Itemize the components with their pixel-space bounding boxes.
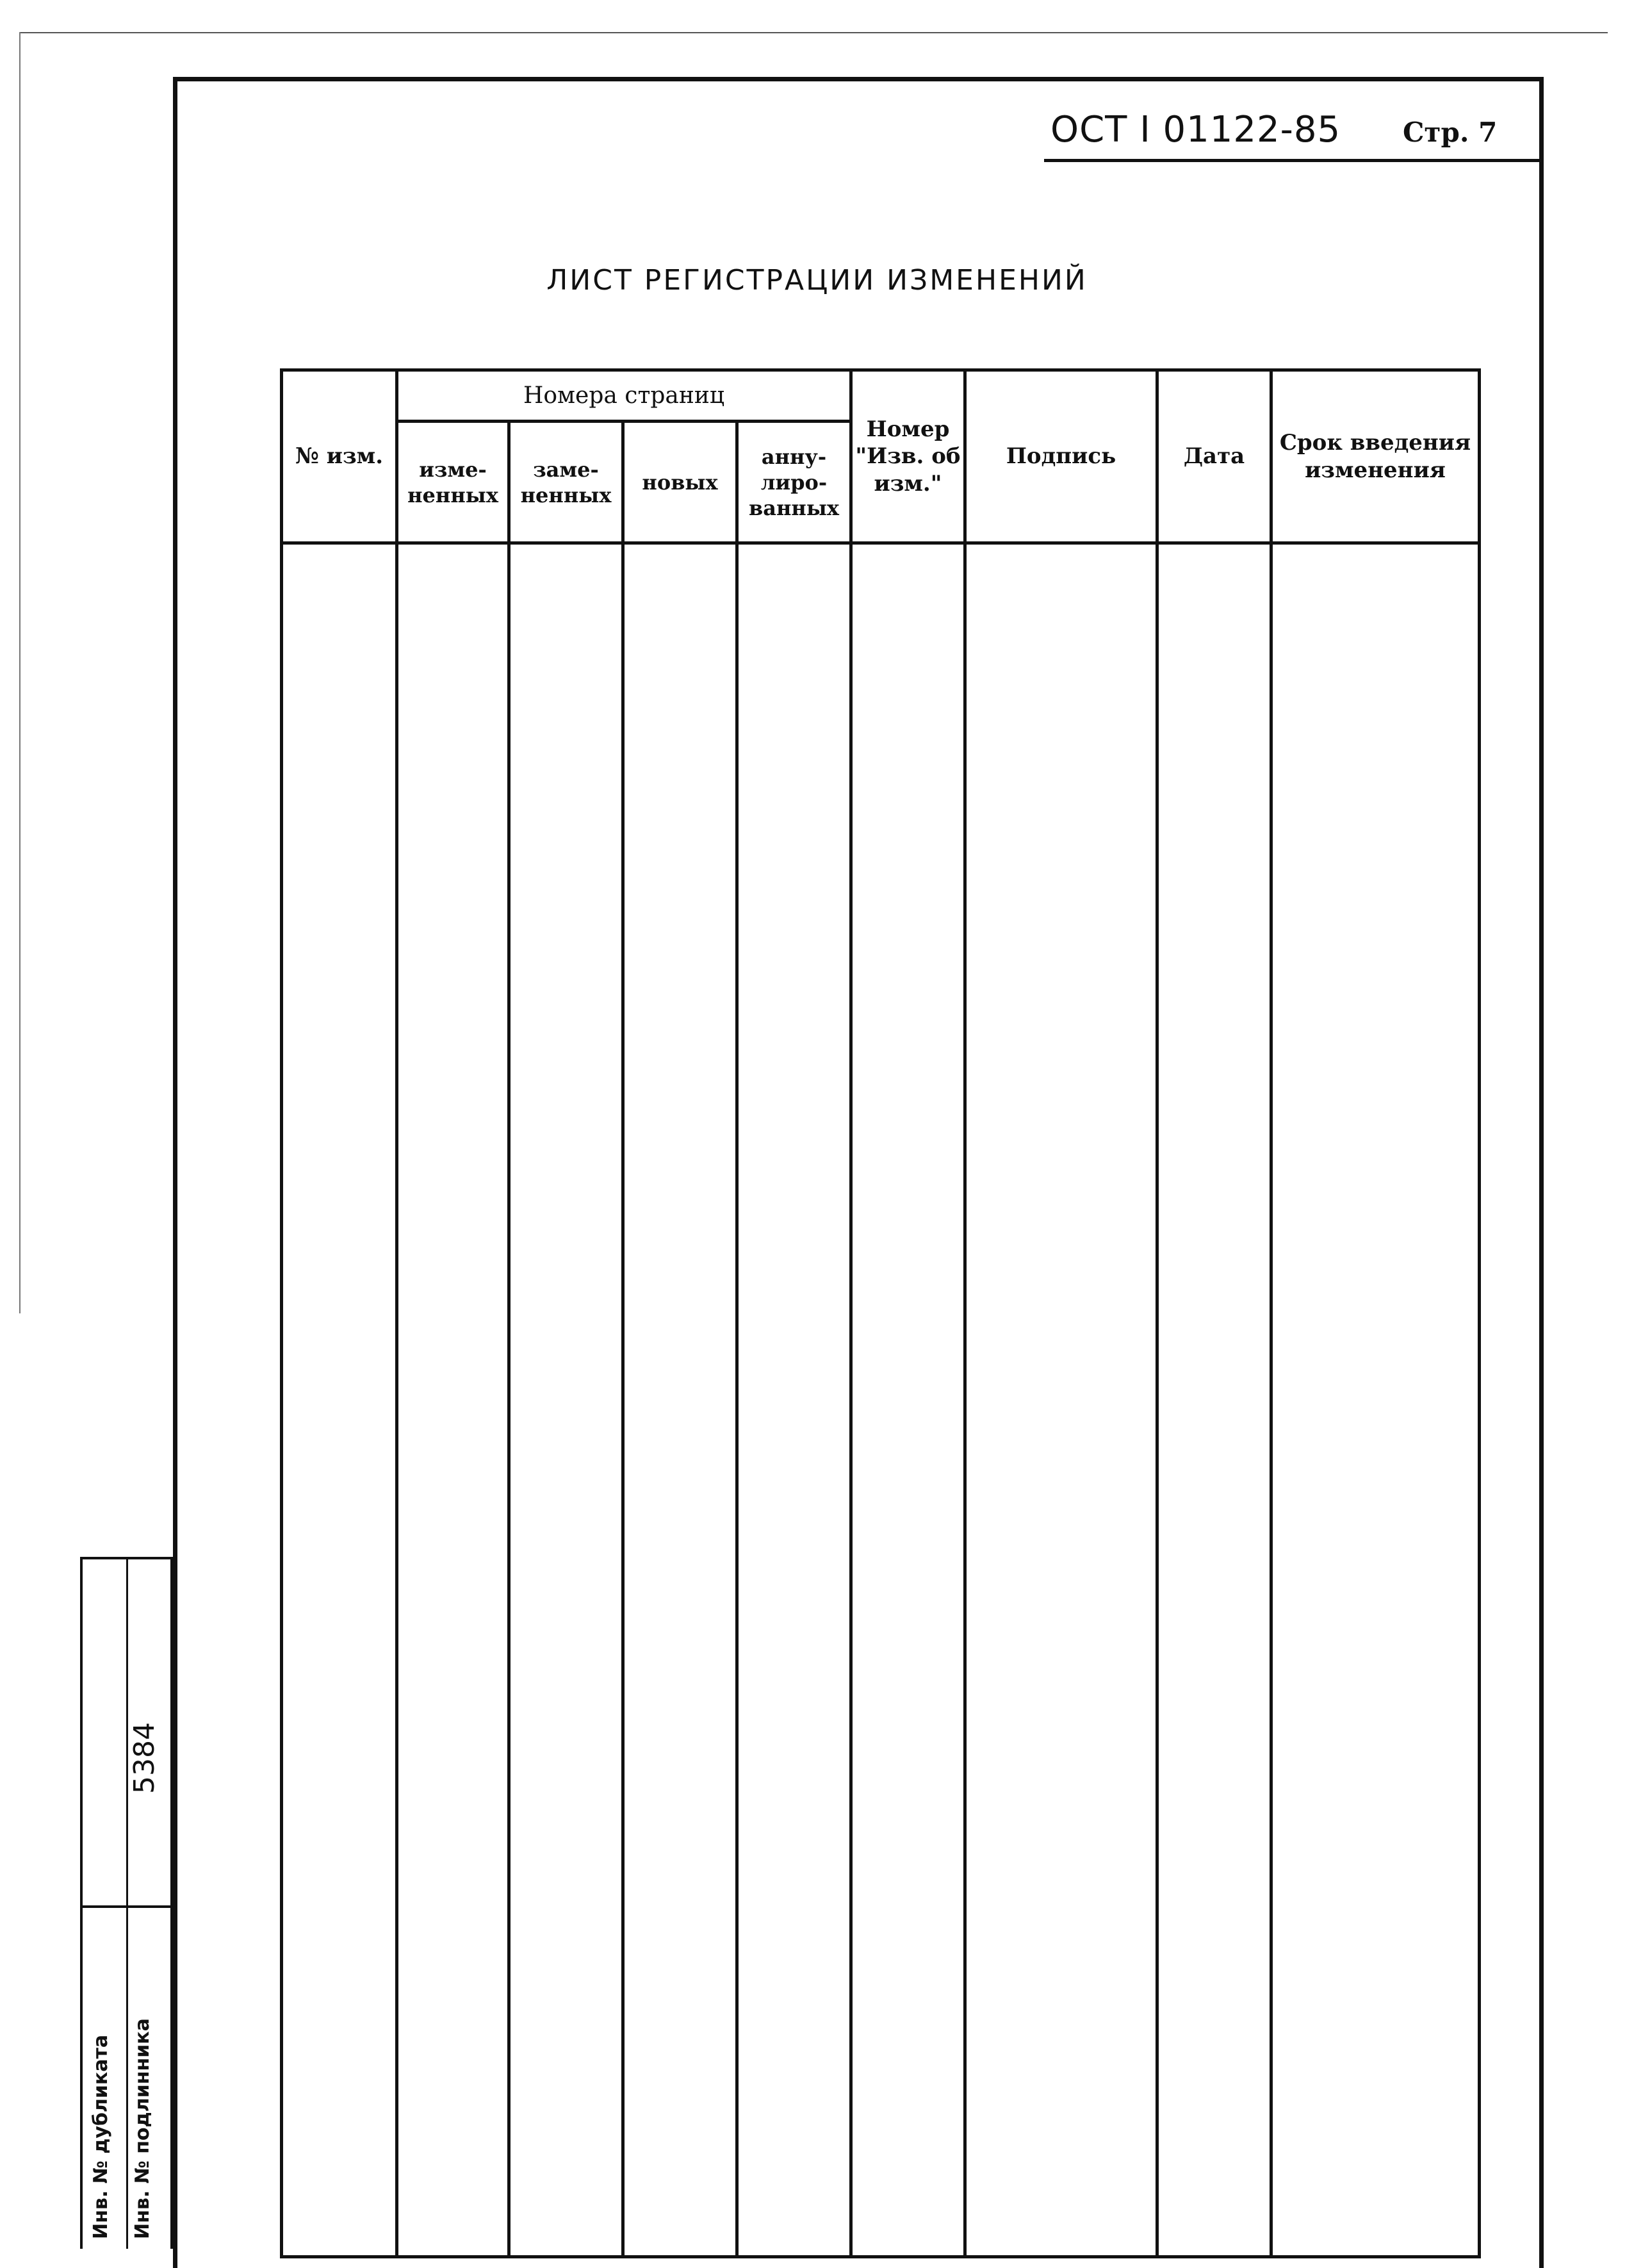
header-effective-date: Срок введения изменения: [1271, 370, 1480, 543]
header-change-no: № изм.: [282, 370, 397, 543]
header-notice-no: Номер "Изв. об изм.": [851, 370, 965, 543]
outer-sheet-edge: [19, 32, 1608, 33]
table-cell: [851, 543, 965, 2257]
outer-sheet-edge-left: [19, 32, 20, 1313]
original-inventory-number: 5384: [128, 1722, 161, 1794]
table-body-row: [282, 543, 1480, 2257]
original-inventory-label: Инв. № подлинника: [131, 2018, 154, 2239]
change-registration-table: [280, 368, 1481, 2258]
document-code: ОСТ І 01122-85: [1050, 109, 1341, 151]
header-date: Дата: [1157, 370, 1271, 543]
duplicate-inventory-label: Инв. № дубликата: [90, 2034, 112, 2239]
header-underline: [1044, 159, 1544, 162]
sheet-title: ЛИСТ РЕГИСТРАЦИИ ИЗМЕНЕНИЙ: [546, 264, 1088, 297]
table-cell: [1271, 543, 1480, 2257]
table-cell: [965, 543, 1157, 2257]
header-new-pages: новых: [623, 422, 737, 543]
table-cell: [509, 543, 623, 2257]
table-cell: [397, 543, 509, 2257]
header-page-numbers: Номера страниц: [397, 370, 851, 422]
table-cell: [737, 543, 851, 2257]
header-replaced-pages: заме- ненных: [509, 422, 623, 543]
page-number: Стр. 7: [1403, 117, 1498, 148]
table-cell: [282, 543, 397, 2257]
table-cell: [623, 543, 737, 2257]
header-annulled-pages: анну- лиро- ванных: [737, 422, 851, 543]
header-changed-pages: изме- ненных: [397, 422, 509, 543]
stamp-divider-horizontal: [83, 1905, 170, 1908]
table-cell: [1157, 543, 1271, 2257]
header-signature: Подпись: [965, 370, 1157, 543]
stamp-divider-vertical: [126, 1559, 128, 2249]
